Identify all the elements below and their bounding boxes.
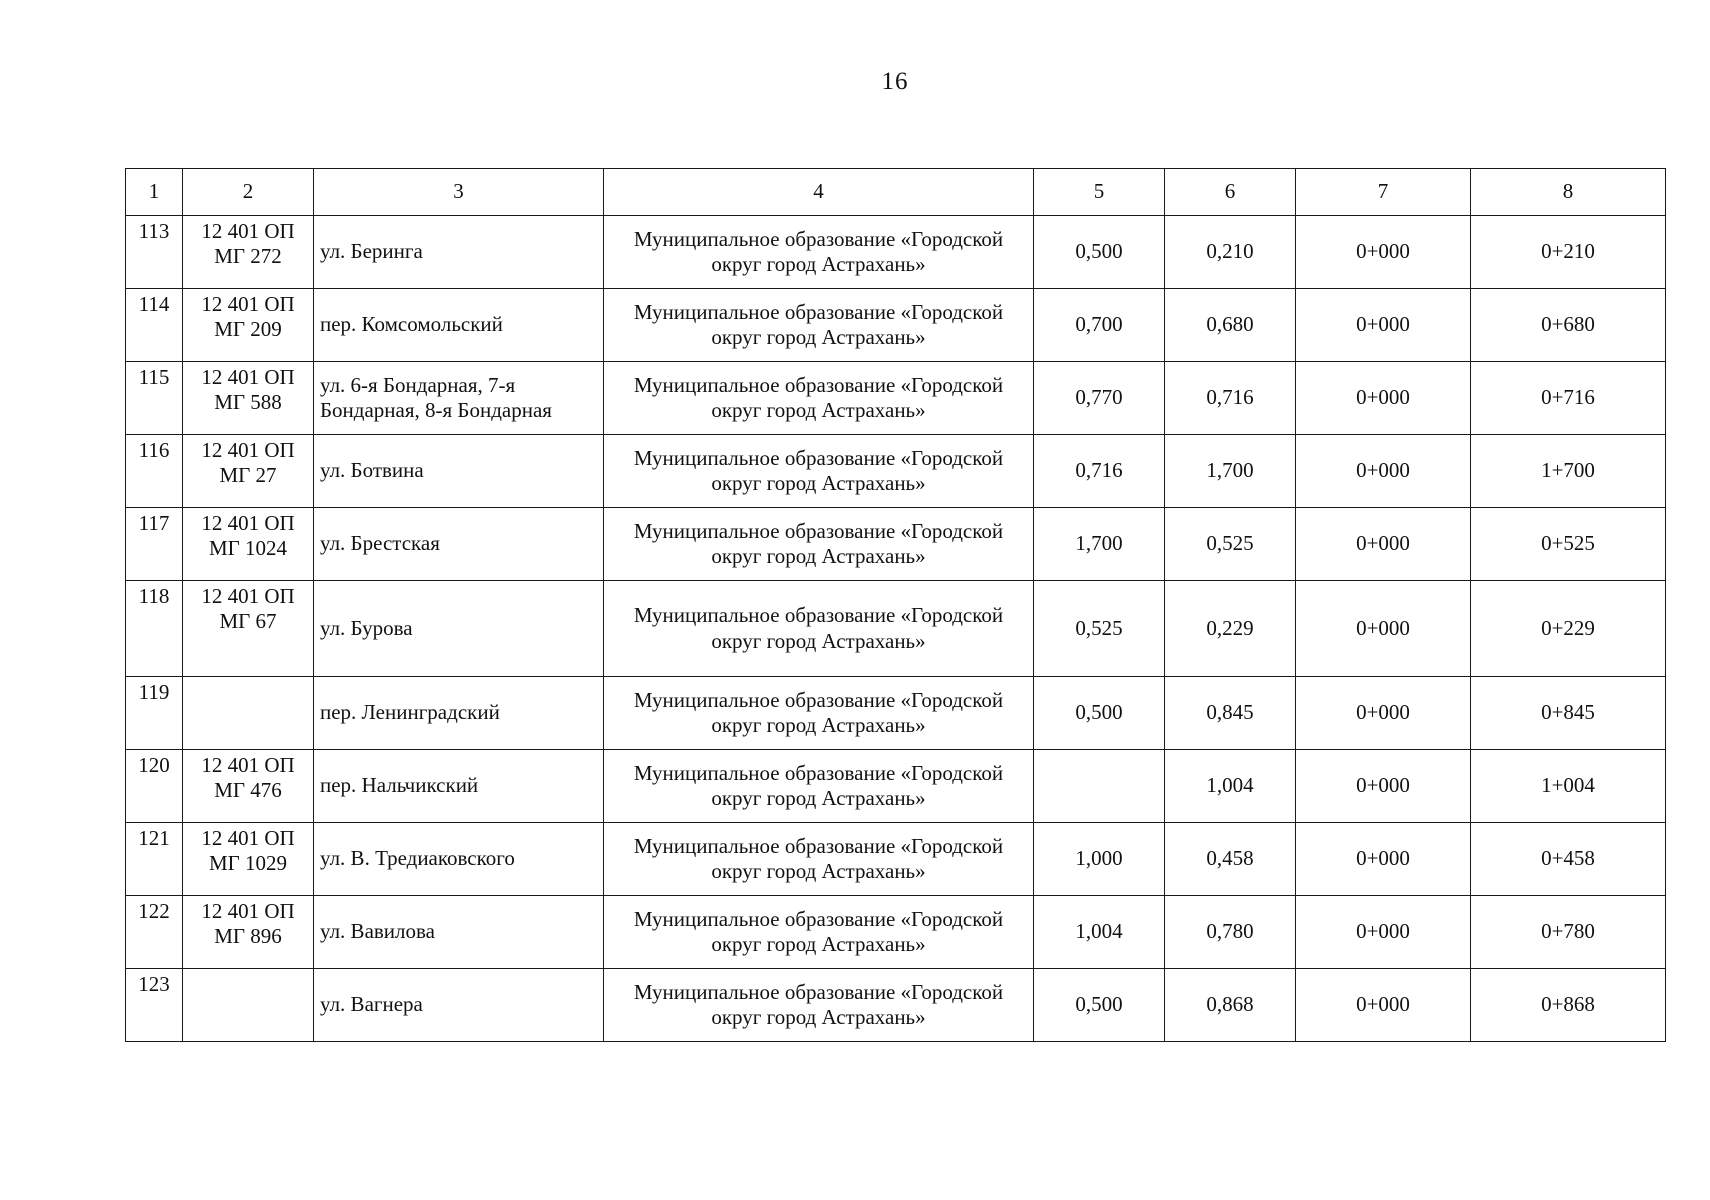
value-col7: 0+000 <box>1296 435 1471 508</box>
road-code <box>183 435 314 508</box>
road-code-line1: 12 401 ОП <box>201 511 295 535</box>
row-number: 119 <box>126 677 183 750</box>
road-code-line1: 12 401 ОП <box>201 365 295 389</box>
road-code-line2: МГ 588 <box>214 390 282 415</box>
row-number: 117 <box>126 508 183 581</box>
value-col6: 1,004 <box>1165 750 1296 823</box>
street-name: ул. Брестская <box>314 508 604 581</box>
road-code-line2: МГ 272 <box>214 244 282 269</box>
road-code-line2: МГ 209 <box>214 317 282 342</box>
owner-name: Муниципальное образование «Городской округ город Астрахань» <box>604 896 1034 969</box>
table-row <box>126 969 1666 1042</box>
table-row <box>126 362 1666 435</box>
road-code-line1: 12 401 ОП <box>201 899 295 923</box>
page-number: 16 <box>881 68 909 95</box>
table-row <box>126 750 1666 823</box>
value-col7: 0+000 <box>1296 289 1471 362</box>
street-name: ул. Ботвина <box>314 435 604 508</box>
road-code-line1: 12 401 ОП <box>201 438 295 462</box>
road-code-line2: МГ 27 <box>219 463 277 488</box>
road-code-line2: МГ 1024 <box>208 536 288 561</box>
value-col8: 0+525 <box>1471 508 1666 581</box>
value-col5: 1,004 <box>1034 896 1165 969</box>
row-number: 115 <box>126 362 183 435</box>
value-col7: 0+000 <box>1296 677 1471 750</box>
value-col7: 0+000 <box>1296 750 1471 823</box>
value-col7: 0+000 <box>1296 362 1471 435</box>
value-col7: 0+000 <box>1296 823 1471 896</box>
value-col7: 0+000 <box>1296 581 1471 677</box>
table-row <box>126 289 1666 362</box>
value-col6: 0,716 <box>1165 362 1296 435</box>
table-row <box>126 216 1666 289</box>
owner-name: Муниципальное образование «Городской округ город Астрахань» <box>604 581 1034 677</box>
value-col8: 1+004 <box>1471 750 1666 823</box>
road-code <box>183 969 314 1042</box>
value-col8: 0+868 <box>1471 969 1666 1042</box>
table-row <box>126 508 1666 581</box>
street-name: ул. Беринга <box>314 216 604 289</box>
road-code <box>183 508 314 581</box>
value-col7: 0+000 <box>1296 896 1471 969</box>
value-col8: 0+780 <box>1471 896 1666 969</box>
road-code-line1: 12 401 ОП <box>201 753 295 777</box>
street-name: пер. Ленинградский <box>314 677 604 750</box>
row-number: 121 <box>126 823 183 896</box>
value-col7: 0+000 <box>1296 969 1471 1042</box>
value-col5: 0,500 <box>1034 969 1165 1042</box>
road-code-line2: МГ 476 <box>214 778 282 803</box>
row-number: 116 <box>126 435 183 508</box>
value-col6: 0,229 <box>1165 581 1296 677</box>
owner-name: Муниципальное образование «Городской округ город Астрахань» <box>604 750 1034 823</box>
road-code <box>183 581 314 677</box>
roads-table <box>125 168 1666 1042</box>
value-col6: 0,680 <box>1165 289 1296 362</box>
owner-name: Муниципальное образование «Городской округ город Астрахань» <box>604 508 1034 581</box>
value-col6: 0,845 <box>1165 677 1296 750</box>
value-col5: 0,716 <box>1034 435 1165 508</box>
value-col8: 0+458 <box>1471 823 1666 896</box>
street-name: ул. Вагнера <box>314 969 604 1042</box>
value-col8: 1+700 <box>1471 435 1666 508</box>
street-name: ул. В. Тредиаковского <box>314 823 604 896</box>
value-col7: 0+000 <box>1296 216 1471 289</box>
value-col5: 0,770 <box>1034 362 1165 435</box>
column-header: 1 <box>126 169 183 216</box>
row-number: 123 <box>126 969 183 1042</box>
value-col8: 0+229 <box>1471 581 1666 677</box>
road-code <box>183 362 314 435</box>
row-number: 114 <box>126 289 183 362</box>
owner-name: Муниципальное образование «Городской округ город Астрахань» <box>604 969 1034 1042</box>
value-col5 <box>1034 750 1165 823</box>
owner-name: Муниципальное образование «Городской округ город Астрахань» <box>604 823 1034 896</box>
value-col5: 1,000 <box>1034 823 1165 896</box>
value-col6: 0,210 <box>1165 216 1296 289</box>
column-header: 6 <box>1165 169 1296 216</box>
column-header: 7 <box>1296 169 1471 216</box>
street-name: ул. Бурова <box>314 581 604 677</box>
column-header: 3 <box>314 169 604 216</box>
owner-name: Муниципальное образование «Городской округ город Астрахань» <box>604 677 1034 750</box>
road-code-line1: 12 401 ОП <box>201 826 295 850</box>
header-row <box>126 169 1666 216</box>
value-col8: 0+716 <box>1471 362 1666 435</box>
owner-name: Муниципальное образование «Городской округ город Астрахань» <box>604 289 1034 362</box>
value-col5: 0,525 <box>1034 581 1165 677</box>
table-row <box>126 677 1666 750</box>
road-code-line2: МГ 67 <box>219 609 277 634</box>
value-col6: 0,780 <box>1165 896 1296 969</box>
row-number: 122 <box>126 896 183 969</box>
owner-name: Муниципальное образование «Городской округ город Астрахань» <box>604 435 1034 508</box>
table-body <box>126 216 1666 1042</box>
road-code-line2: МГ 896 <box>214 924 282 949</box>
value-col8: 0+210 <box>1471 216 1666 289</box>
value-col5: 1,700 <box>1034 508 1165 581</box>
street-name: пер. Нальчикский <box>314 750 604 823</box>
road-code-line1: 12 401 ОП <box>201 292 295 316</box>
value-col5: 0,500 <box>1034 216 1165 289</box>
street-name: ул. Вавилова <box>314 896 604 969</box>
road-code-line1: 12 401 ОП <box>201 219 295 243</box>
road-code-line1: 12 401 ОП <box>201 584 295 608</box>
street-name: ул. 6-я Бондарная, 7-я Бондарная, 8-я Бондарная <box>314 362 604 435</box>
owner-name: Муниципальное образование «Городской округ город Астрахань» <box>604 362 1034 435</box>
road-code <box>183 216 314 289</box>
value-col6: 0,458 <box>1165 823 1296 896</box>
row-number: 113 <box>126 216 183 289</box>
value-col6: 1,700 <box>1165 435 1296 508</box>
value-col7: 0+000 <box>1296 508 1471 581</box>
road-code <box>183 289 314 362</box>
road-code <box>183 896 314 969</box>
column-header: 5 <box>1034 169 1165 216</box>
road-code <box>183 823 314 896</box>
owner-name: Муниципальное образование «Городской округ город Астрахань» <box>604 216 1034 289</box>
road-code <box>183 677 314 750</box>
column-header: 2 <box>183 169 314 216</box>
road-code <box>183 750 314 823</box>
table-row <box>126 581 1666 677</box>
row-number: 118 <box>126 581 183 677</box>
table-row <box>126 435 1666 508</box>
street-name: пер. Комсомольский <box>314 289 604 362</box>
road-code-line2: МГ 1029 <box>208 851 288 876</box>
value-col8: 0+845 <box>1471 677 1666 750</box>
value-col5: 0,700 <box>1034 289 1165 362</box>
table-row <box>126 823 1666 896</box>
column-header: 8 <box>1471 169 1666 216</box>
value-col8: 0+680 <box>1471 289 1666 362</box>
value-col6: 0,525 <box>1165 508 1296 581</box>
row-number: 120 <box>126 750 183 823</box>
column-header: 4 <box>604 169 1034 216</box>
value-col5: 0,500 <box>1034 677 1165 750</box>
value-col6: 0,868 <box>1165 969 1296 1042</box>
table-row <box>126 896 1666 969</box>
